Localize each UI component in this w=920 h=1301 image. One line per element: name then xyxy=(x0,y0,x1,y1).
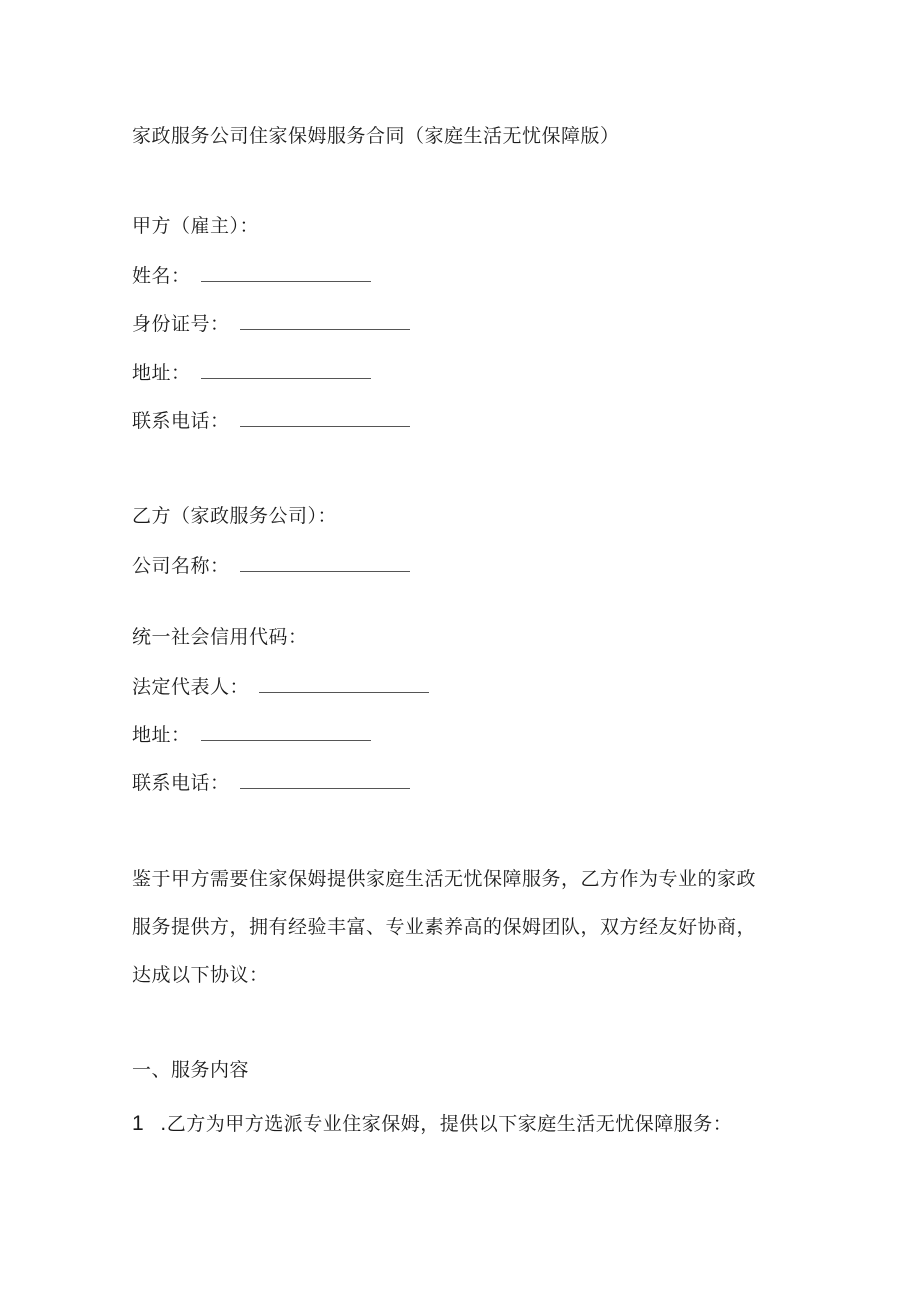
party-b-address-blank[interactable] xyxy=(201,722,371,741)
party-b-legal-rep-row xyxy=(132,674,429,699)
party-a-heading: 甲方（雇主）： xyxy=(132,215,260,237)
party-a-phone-blank[interactable] xyxy=(240,408,410,427)
party-b-phone-blank[interactable] xyxy=(240,770,410,789)
party-b-phone-row xyxy=(132,770,410,795)
party-a-id-row xyxy=(132,311,410,336)
section-1-item-1 xyxy=(132,1112,732,1136)
party-a-id-label: 身份证号： xyxy=(132,313,230,335)
document-title: 家政服务公司住家保姆服务合同（家庭生活无忧保障版） xyxy=(132,125,620,147)
party-a-phone-label: 联系电话： xyxy=(132,410,230,432)
party-b-company-label: 公司名称： xyxy=(132,555,230,577)
preamble-line-3: 达成以下协议： xyxy=(132,964,269,986)
party-a-id-blank[interactable] xyxy=(240,311,410,330)
section-1-item-1-number: 1 xyxy=(132,1112,145,1135)
party-b-address-row xyxy=(132,722,371,747)
preamble-line-1: 鉴于甲方需要住家保姆提供家庭生活无忧保障服务，乙方作为专业的家政 xyxy=(132,868,757,890)
party-b-address-label: 地址： xyxy=(132,724,191,746)
party-b-legal-rep-blank[interactable] xyxy=(259,674,429,693)
preamble-line-2: 服务提供方，拥有经验丰富、专业素养高的保姆团队，双方经友好协商， xyxy=(132,916,757,938)
party-a-name-blank[interactable] xyxy=(201,263,371,282)
party-b-company-blank[interactable] xyxy=(240,553,410,572)
party-a-address-blank[interactable] xyxy=(201,360,371,379)
party-a-address-row xyxy=(132,360,371,385)
party-b-credit-code-label: 统一社会信用代码： xyxy=(132,626,308,648)
party-a-phone-row xyxy=(132,408,410,433)
section-1-heading: 一、服务内容 xyxy=(132,1059,250,1081)
party-a-name-label: 姓名： xyxy=(132,265,191,287)
party-a-name-row xyxy=(132,263,371,288)
party-a-address-label: 地址： xyxy=(132,362,191,384)
party-b-company-row xyxy=(132,553,410,578)
party-b-legal-rep-label: 法定代表人： xyxy=(132,676,250,698)
section-1-item-1-text: .乙方为甲方选派专业住家保姆，提供以下家庭生活无忧保障服务： xyxy=(160,1113,733,1135)
party-b-heading: 乙方（家政服务公司）： xyxy=(132,505,338,527)
party-b-phone-label: 联系电话： xyxy=(132,772,230,794)
